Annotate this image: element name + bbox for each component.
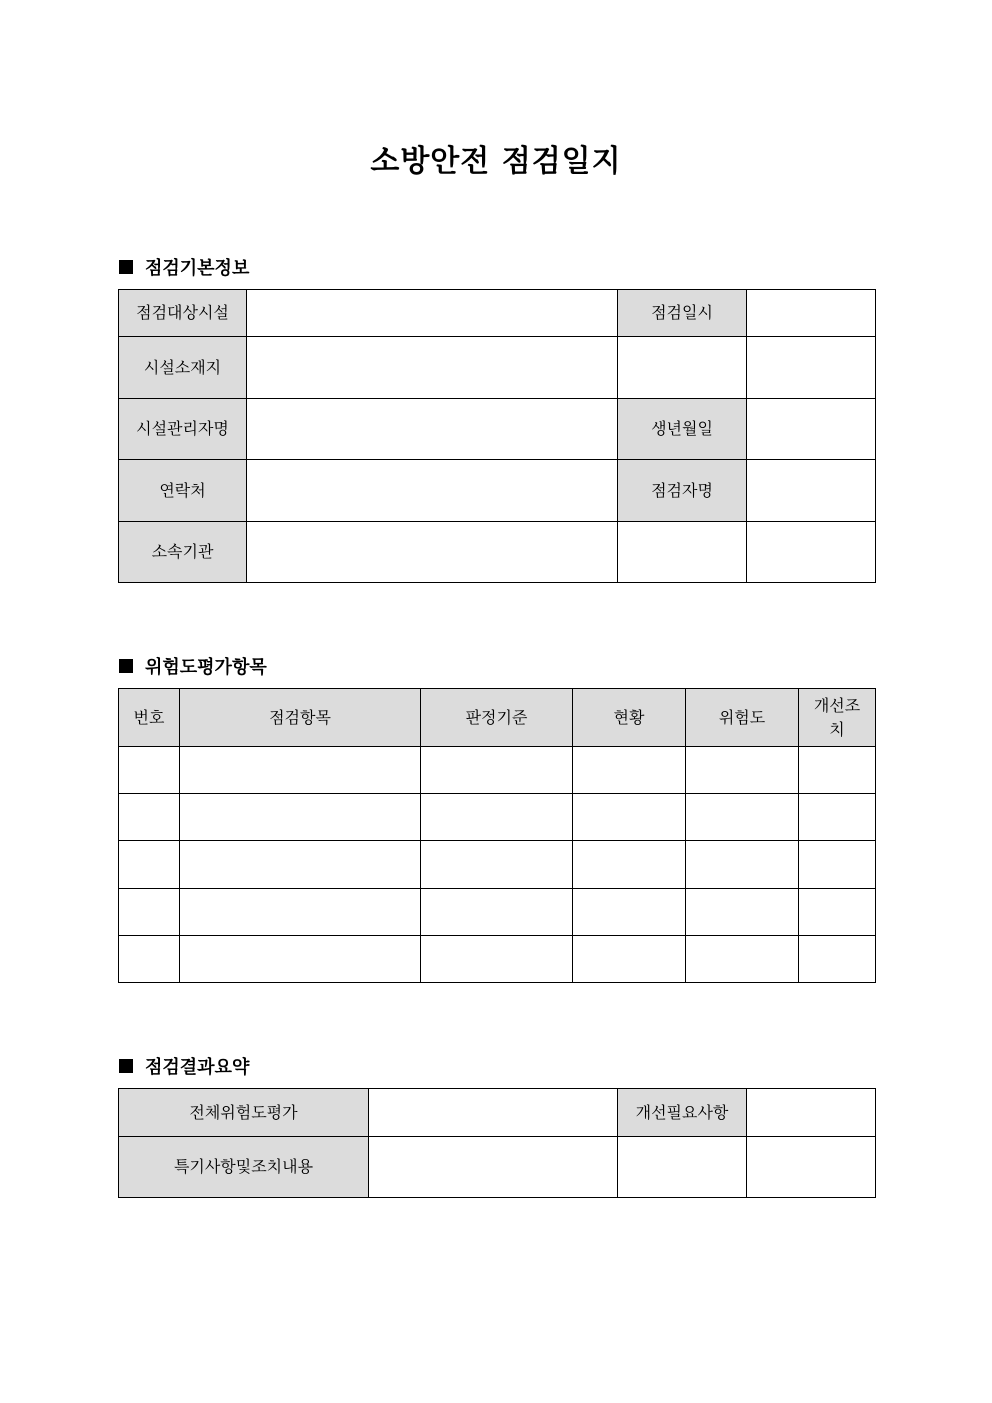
- table-cell[interactable]: [573, 889, 686, 936]
- contact-field[interactable]: [247, 460, 618, 522]
- table-cell[interactable]: [180, 936, 421, 983]
- table-cell[interactable]: [421, 841, 573, 889]
- inspection-date-label: 점검일시: [618, 290, 747, 337]
- table-row: [119, 1089, 876, 1137]
- table-cell[interactable]: [686, 747, 799, 794]
- table-cell[interactable]: [686, 841, 799, 889]
- table-cell[interactable]: [686, 794, 799, 841]
- table-row: [119, 889, 876, 936]
- table-row: [119, 460, 876, 522]
- table-cell[interactable]: [799, 936, 876, 983]
- summary-table: [118, 1088, 876, 1198]
- table-cell[interactable]: [119, 747, 180, 794]
- table-cell[interactable]: [799, 747, 876, 794]
- table-row: [119, 794, 876, 841]
- table-cell[interactable]: [421, 794, 573, 841]
- improvement-field[interactable]: [747, 1089, 876, 1137]
- inspector-field[interactable]: [747, 460, 876, 522]
- table-cell[interactable]: [573, 936, 686, 983]
- notes-field[interactable]: [369, 1137, 618, 1198]
- square-bullet-icon: [119, 260, 133, 274]
- empty-cell[interactable]: [747, 1137, 876, 1198]
- col-criteria-header: 판정기준: [421, 689, 573, 747]
- table-cell[interactable]: [180, 747, 421, 794]
- address-label: 시설소재지: [119, 337, 247, 399]
- section-heading-basic-info: [119, 254, 249, 280]
- section-heading-summary: [119, 1053, 249, 1079]
- table-cell[interactable]: [573, 747, 686, 794]
- table-header-row: [119, 689, 876, 747]
- table-row: [119, 399, 876, 460]
- table-cell[interactable]: [119, 936, 180, 983]
- table-cell[interactable]: [573, 794, 686, 841]
- improvement-label: 개선필요사항: [618, 1089, 747, 1137]
- table-cell[interactable]: [421, 889, 573, 936]
- overall-risk-label: 전체위험도평가: [119, 1089, 369, 1137]
- facility-field[interactable]: [247, 290, 618, 337]
- table-cell[interactable]: [180, 794, 421, 841]
- col-number-header: 번호: [119, 689, 180, 747]
- empty-cell[interactable]: [747, 522, 876, 583]
- empty-cell[interactable]: [618, 337, 747, 399]
- facility-label: 점검대상시설: [119, 290, 247, 337]
- overall-risk-field[interactable]: [369, 1089, 618, 1137]
- manager-field[interactable]: [247, 399, 618, 460]
- empty-cell[interactable]: [618, 1137, 747, 1198]
- basic-info-table: [118, 289, 876, 583]
- table-cell[interactable]: [180, 841, 421, 889]
- table-cell[interactable]: [421, 936, 573, 983]
- table-cell[interactable]: [799, 794, 876, 841]
- table-row: [119, 936, 876, 983]
- empty-cell[interactable]: [618, 522, 747, 583]
- table-cell[interactable]: [119, 794, 180, 841]
- birthdate-label: 생년월일: [618, 399, 747, 460]
- square-bullet-icon: [119, 659, 133, 673]
- square-bullet-icon: [119, 1059, 133, 1073]
- table-row: [119, 337, 876, 399]
- section-heading-label: 위험도평가항목: [145, 657, 267, 678]
- col-action-header: 개선조치: [799, 689, 876, 747]
- birthdate-field[interactable]: [747, 399, 876, 460]
- notes-label: 특기사항및조치내용: [119, 1137, 369, 1198]
- inspection-date-field[interactable]: [747, 290, 876, 337]
- agency-label: 소속기관: [119, 522, 247, 583]
- table-cell[interactable]: [180, 889, 421, 936]
- table-cell[interactable]: [686, 936, 799, 983]
- col-item-header: 점검항목: [180, 689, 421, 747]
- section-heading-label: 점검결과요약: [145, 1057, 250, 1078]
- table-row: [119, 522, 876, 583]
- contact-label: 연락처: [119, 460, 247, 522]
- col-status-header: 현황: [573, 689, 686, 747]
- table-cell[interactable]: [119, 889, 180, 936]
- col-risk-header: 위험도: [686, 689, 799, 747]
- table-row: [119, 290, 876, 337]
- empty-cell[interactable]: [747, 337, 876, 399]
- table-row: [119, 747, 876, 794]
- table-cell[interactable]: [799, 841, 876, 889]
- table-row: [119, 1137, 876, 1198]
- risk-assessment-table: [118, 688, 876, 983]
- manager-label: 시설관리자명: [119, 399, 247, 460]
- document-title: 소방안전 점검일지: [370, 144, 622, 179]
- section-heading-label: 점검기본정보: [145, 258, 250, 279]
- table-cell[interactable]: [799, 889, 876, 936]
- section-heading-risk-assessment: [119, 653, 267, 679]
- address-field[interactable]: [247, 337, 618, 399]
- table-row: [119, 841, 876, 889]
- agency-field[interactable]: [247, 522, 618, 583]
- table-cell[interactable]: [573, 841, 686, 889]
- inspector-label: 점검자명: [618, 460, 747, 522]
- table-cell[interactable]: [421, 747, 573, 794]
- table-cell[interactable]: [119, 841, 180, 889]
- table-cell[interactable]: [686, 889, 799, 936]
